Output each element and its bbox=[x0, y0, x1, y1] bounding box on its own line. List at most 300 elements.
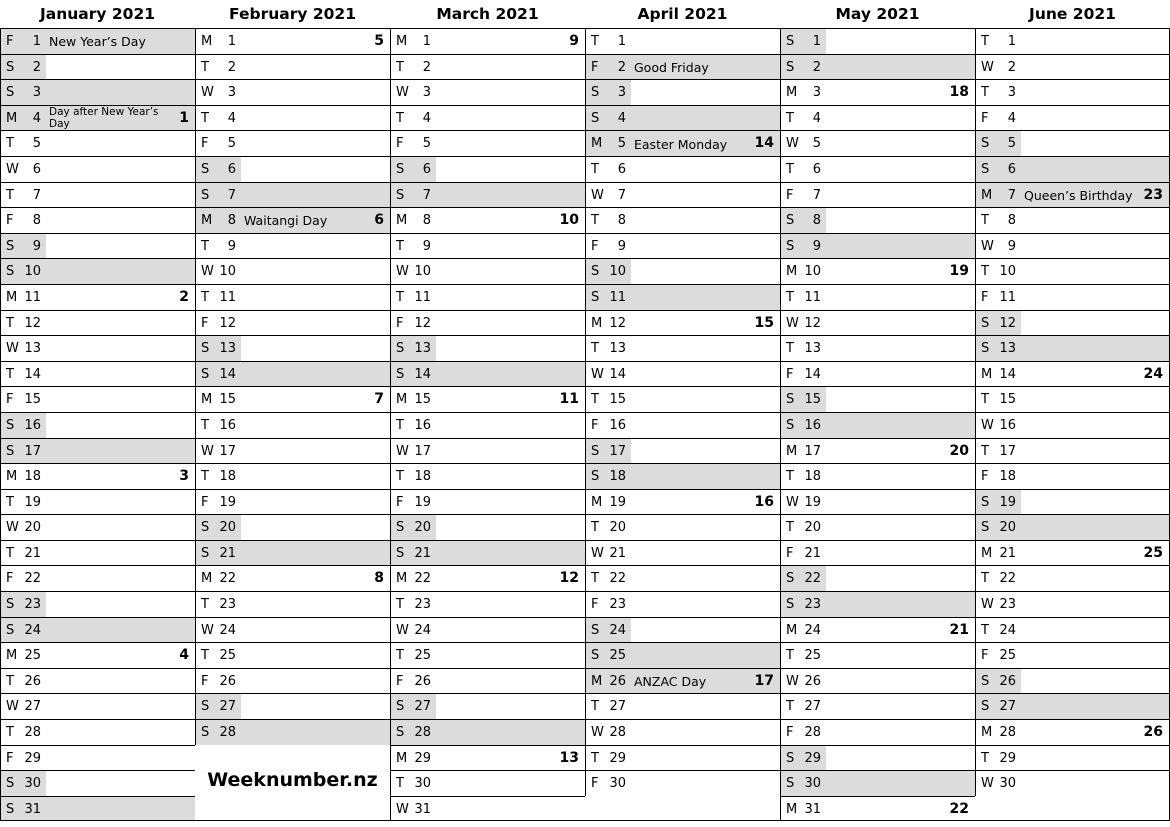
day-of-week-letter: T bbox=[396, 417, 404, 433]
day-row[interactable] bbox=[975, 79, 1170, 105]
day-row[interactable] bbox=[585, 565, 780, 591]
day-row[interactable] bbox=[0, 54, 195, 80]
day-row[interactable] bbox=[390, 54, 585, 80]
week-number: 7 bbox=[374, 391, 384, 408]
day-row[interactable] bbox=[390, 668, 585, 694]
day-of-week-letter: S bbox=[786, 597, 795, 613]
day-row[interactable] bbox=[975, 745, 1170, 771]
day-row[interactable] bbox=[0, 233, 195, 259]
day-row[interactable] bbox=[390, 79, 585, 105]
day-number: 14 bbox=[609, 366, 626, 382]
day-row[interactable] bbox=[195, 591, 390, 617]
day-row[interactable] bbox=[780, 54, 975, 80]
day-row[interactable] bbox=[0, 130, 195, 156]
day-row[interactable] bbox=[585, 642, 780, 668]
day-row[interactable] bbox=[780, 796, 975, 822]
day-row[interactable] bbox=[975, 310, 1170, 336]
week-number: 9 bbox=[569, 33, 579, 49]
day-row[interactable] bbox=[195, 540, 390, 566]
day-row[interactable] bbox=[0, 796, 195, 822]
day-row[interactable] bbox=[975, 233, 1170, 259]
day-number: 8 bbox=[1007, 213, 1016, 229]
day-row[interactable] bbox=[0, 386, 195, 412]
day-of-week-letter: S bbox=[201, 699, 210, 715]
day-number: 31 bbox=[24, 801, 41, 817]
day-row[interactable] bbox=[0, 28, 195, 54]
day-row[interactable] bbox=[585, 156, 780, 182]
day-number: 1 bbox=[812, 34, 821, 49]
day-of-week-letter: S bbox=[201, 341, 210, 357]
day-row[interactable] bbox=[975, 719, 1170, 745]
day-row[interactable] bbox=[390, 591, 585, 617]
day-of-week-letter: S bbox=[201, 545, 210, 561]
day-row[interactable] bbox=[0, 310, 195, 336]
day-row[interactable] bbox=[390, 438, 585, 464]
day-of-week-letter: T bbox=[6, 673, 14, 689]
day-row[interactable] bbox=[195, 335, 390, 361]
month-column bbox=[975, 28, 1170, 823]
day-row[interactable] bbox=[585, 540, 780, 566]
day-row[interactable] bbox=[975, 642, 1170, 668]
day-number: 6 bbox=[32, 161, 41, 177]
day-row[interactable] bbox=[0, 156, 195, 182]
day-row[interactable] bbox=[780, 284, 975, 310]
day-row[interactable] bbox=[0, 105, 195, 131]
day-row[interactable] bbox=[975, 156, 1170, 182]
day-row[interactable] bbox=[195, 489, 390, 515]
day-row[interactable] bbox=[195, 28, 390, 54]
day-row[interactable] bbox=[585, 693, 780, 719]
day-number: 1 bbox=[617, 34, 626, 49]
day-number: 21 bbox=[999, 545, 1016, 561]
day-row[interactable] bbox=[390, 796, 585, 822]
day-number: 3 bbox=[227, 85, 236, 101]
day-number: 15 bbox=[804, 392, 821, 408]
day-row[interactable] bbox=[780, 233, 975, 259]
day-row[interactable] bbox=[585, 668, 780, 694]
day-of-week-letter: T bbox=[591, 699, 599, 715]
day-number: 27 bbox=[999, 699, 1016, 715]
day-row[interactable] bbox=[0, 540, 195, 566]
day-row[interactable] bbox=[195, 438, 390, 464]
day-row[interactable] bbox=[0, 514, 195, 540]
day-row[interactable] bbox=[0, 719, 195, 745]
day-row[interactable] bbox=[390, 233, 585, 259]
day-row[interactable] bbox=[390, 28, 585, 54]
day-row[interactable] bbox=[390, 361, 585, 387]
day-of-week-letter: T bbox=[981, 213, 989, 229]
day-row[interactable] bbox=[585, 386, 780, 412]
day-of-week-letter: T bbox=[201, 597, 209, 613]
week-number: 17 bbox=[754, 672, 774, 689]
week-number: 13 bbox=[559, 749, 579, 766]
week-number: 19 bbox=[949, 263, 969, 280]
day-of-week-letter: T bbox=[396, 597, 404, 613]
day-row[interactable] bbox=[975, 335, 1170, 361]
day-row[interactable] bbox=[195, 105, 390, 131]
day-row[interactable] bbox=[0, 489, 195, 515]
day-row[interactable] bbox=[585, 617, 780, 643]
day-row[interactable] bbox=[780, 438, 975, 464]
day-row[interactable] bbox=[195, 668, 390, 694]
day-row[interactable] bbox=[390, 207, 585, 233]
month-column bbox=[195, 28, 390, 823]
day-number: 19 bbox=[219, 494, 236, 510]
week-number: 3 bbox=[179, 468, 189, 485]
day-row[interactable] bbox=[390, 156, 585, 182]
day-row[interactable] bbox=[975, 412, 1170, 438]
day-row[interactable] bbox=[780, 693, 975, 719]
day-of-week-letter: T bbox=[396, 776, 404, 792]
day-number: 17 bbox=[414, 443, 431, 459]
day-row[interactable] bbox=[585, 770, 780, 796]
day-row[interactable] bbox=[195, 207, 390, 233]
day-row[interactable] bbox=[585, 28, 780, 54]
day-number: 29 bbox=[609, 750, 626, 766]
day-of-week-letter: F bbox=[201, 136, 209, 152]
day-row[interactable] bbox=[780, 565, 975, 591]
day-of-week-letter: W bbox=[6, 520, 19, 536]
week-number: 11 bbox=[559, 391, 579, 408]
day-row[interactable] bbox=[780, 412, 975, 438]
day-row[interactable] bbox=[195, 361, 390, 387]
day-of-week-letter: M bbox=[786, 443, 798, 459]
day-row[interactable] bbox=[780, 719, 975, 745]
day-row[interactable] bbox=[585, 438, 780, 464]
day-row[interactable] bbox=[390, 284, 585, 310]
day-row[interactable] bbox=[975, 361, 1170, 387]
day-row[interactable] bbox=[195, 565, 390, 591]
day-row[interactable] bbox=[585, 258, 780, 284]
day-row[interactable] bbox=[390, 565, 585, 591]
day-row[interactable] bbox=[585, 591, 780, 617]
day-of-week-letter: S bbox=[591, 648, 600, 664]
day-row[interactable] bbox=[975, 130, 1170, 156]
day-row[interactable] bbox=[780, 28, 975, 54]
day-row[interactable] bbox=[585, 207, 780, 233]
day-row[interactable] bbox=[780, 258, 975, 284]
day-number: 23 bbox=[219, 597, 236, 613]
day-row[interactable] bbox=[195, 79, 390, 105]
day-of-week-letter: S bbox=[396, 545, 405, 561]
day-row[interactable] bbox=[975, 617, 1170, 643]
day-number: 10 bbox=[24, 264, 41, 280]
day-number: 6 bbox=[617, 161, 626, 177]
day-row[interactable] bbox=[780, 745, 975, 771]
day-number: 8 bbox=[32, 213, 41, 229]
day-of-week-letter: S bbox=[591, 110, 600, 126]
day-row[interactable] bbox=[390, 642, 585, 668]
day-number: 21 bbox=[219, 545, 236, 561]
day-row[interactable] bbox=[195, 514, 390, 540]
day-row[interactable] bbox=[390, 386, 585, 412]
day-of-week-letter: T bbox=[981, 750, 989, 766]
day-row[interactable] bbox=[585, 514, 780, 540]
day-row[interactable] bbox=[390, 770, 585, 796]
day-row[interactable] bbox=[780, 617, 975, 643]
day-row[interactable] bbox=[585, 489, 780, 515]
day-row[interactable] bbox=[195, 284, 390, 310]
day-row[interactable] bbox=[975, 463, 1170, 489]
day-row[interactable] bbox=[975, 182, 1170, 208]
day-row[interactable] bbox=[390, 182, 585, 208]
day-row[interactable] bbox=[975, 105, 1170, 131]
day-number: 25 bbox=[999, 648, 1016, 664]
day-of-week-letter: S bbox=[396, 520, 405, 536]
day-number: 23 bbox=[414, 597, 431, 613]
day-number: 13 bbox=[999, 341, 1016, 357]
day-number: 26 bbox=[609, 673, 626, 689]
day-number: 3 bbox=[617, 85, 626, 101]
day-row[interactable] bbox=[780, 105, 975, 131]
day-number: 6 bbox=[227, 161, 236, 177]
day-row[interactable] bbox=[0, 412, 195, 438]
day-row[interactable] bbox=[585, 79, 780, 105]
day-of-week-letter: W bbox=[396, 264, 409, 280]
day-row[interactable] bbox=[390, 617, 585, 643]
day-of-week-letter: M bbox=[591, 494, 603, 510]
day-row[interactable] bbox=[585, 745, 780, 771]
day-row[interactable] bbox=[390, 463, 585, 489]
week-number: 6 bbox=[374, 212, 384, 229]
day-row[interactable] bbox=[975, 207, 1170, 233]
day-number: 9 bbox=[1007, 238, 1016, 254]
day-row[interactable] bbox=[780, 130, 975, 156]
day-row[interactable] bbox=[585, 335, 780, 361]
day-of-week-letter: T bbox=[201, 59, 209, 75]
day-row[interactable] bbox=[0, 642, 195, 668]
day-of-week-letter: T bbox=[396, 238, 404, 254]
day-number: 7 bbox=[227, 187, 236, 203]
day-of-week-letter: M bbox=[6, 469, 18, 485]
week-number: 5 bbox=[374, 33, 384, 49]
day-of-week-letter: F bbox=[786, 545, 794, 561]
month-title: January 2021 bbox=[39, 5, 156, 23]
day-row[interactable] bbox=[390, 258, 585, 284]
day-of-week-letter: M bbox=[981, 366, 993, 382]
day-row[interactable] bbox=[585, 719, 780, 745]
day-of-week-letter: M bbox=[981, 545, 993, 561]
day-of-week-letter: S bbox=[201, 366, 210, 382]
day-row[interactable] bbox=[780, 514, 975, 540]
day-row[interactable] bbox=[0, 335, 195, 361]
day-number: 5 bbox=[422, 136, 431, 152]
day-row[interactable] bbox=[0, 182, 195, 208]
day-row[interactable] bbox=[195, 693, 390, 719]
day-row[interactable] bbox=[975, 591, 1170, 617]
day-number: 18 bbox=[219, 469, 236, 485]
day-of-week-letter: S bbox=[786, 571, 795, 587]
day-number: 2 bbox=[422, 59, 431, 75]
day-row[interactable] bbox=[780, 642, 975, 668]
day-row[interactable] bbox=[195, 233, 390, 259]
day-row[interactable] bbox=[975, 668, 1170, 694]
day-row[interactable] bbox=[975, 565, 1170, 591]
day-row[interactable] bbox=[390, 130, 585, 156]
day-row[interactable] bbox=[0, 361, 195, 387]
month-title: June 2021 bbox=[1029, 5, 1116, 23]
day-number: 13 bbox=[609, 341, 626, 357]
day-row[interactable] bbox=[0, 668, 195, 694]
day-of-week-letter: S bbox=[6, 417, 15, 433]
day-number: 3 bbox=[422, 85, 431, 101]
day-of-week-letter: F bbox=[591, 776, 599, 792]
day-row[interactable] bbox=[195, 156, 390, 182]
day-row[interactable] bbox=[0, 770, 195, 796]
day-number: 6 bbox=[812, 161, 821, 177]
day-row[interactable] bbox=[390, 514, 585, 540]
week-number: 2 bbox=[179, 288, 189, 305]
day-row[interactable] bbox=[975, 489, 1170, 515]
day-of-week-letter: S bbox=[6, 801, 15, 817]
day-row[interactable] bbox=[390, 489, 585, 515]
holiday-label: Waitangi Day bbox=[244, 213, 328, 229]
day-number: 16 bbox=[609, 417, 626, 433]
day-row[interactable] bbox=[585, 182, 780, 208]
day-row[interactable] bbox=[0, 284, 195, 310]
day-row[interactable] bbox=[780, 540, 975, 566]
day-row[interactable] bbox=[195, 719, 390, 745]
day-row[interactable] bbox=[780, 156, 975, 182]
holiday-label: Good Friday bbox=[634, 59, 709, 75]
day-row[interactable] bbox=[0, 207, 195, 233]
day-of-week-letter: F bbox=[981, 648, 989, 664]
day-row[interactable] bbox=[780, 335, 975, 361]
day-number: 29 bbox=[24, 750, 41, 766]
day-number: 14 bbox=[804, 366, 821, 382]
day-row[interactable] bbox=[585, 130, 780, 156]
day-number: 27 bbox=[219, 699, 236, 715]
day-row[interactable] bbox=[0, 79, 195, 105]
day-row[interactable] bbox=[585, 105, 780, 131]
day-of-week-letter: F bbox=[396, 136, 404, 152]
day-of-week-letter: S bbox=[981, 315, 990, 331]
day-of-week-letter: T bbox=[786, 341, 794, 357]
day-row[interactable] bbox=[390, 310, 585, 336]
day-of-week-letter: S bbox=[591, 289, 600, 305]
day-row[interactable] bbox=[195, 130, 390, 156]
day-number: 31 bbox=[804, 801, 821, 817]
day-number: 20 bbox=[24, 520, 41, 536]
day-row[interactable] bbox=[0, 438, 195, 464]
day-row[interactable] bbox=[585, 412, 780, 438]
week-number: 23 bbox=[1143, 186, 1163, 203]
day-row[interactable] bbox=[780, 361, 975, 387]
day-row[interactable] bbox=[390, 540, 585, 566]
day-number: 24 bbox=[804, 622, 821, 638]
day-row-empty bbox=[195, 745, 390, 771]
day-row[interactable] bbox=[780, 79, 975, 105]
week-number: 8 bbox=[374, 570, 384, 587]
day-row[interactable] bbox=[975, 284, 1170, 310]
day-of-week-letter: T bbox=[396, 289, 404, 305]
day-of-week-letter: T bbox=[201, 289, 209, 305]
day-row[interactable] bbox=[390, 745, 585, 771]
day-of-week-letter: S bbox=[396, 699, 405, 715]
day-row[interactable] bbox=[975, 438, 1170, 464]
day-number: 2 bbox=[1007, 59, 1016, 75]
day-row[interactable] bbox=[780, 310, 975, 336]
day-row[interactable] bbox=[585, 233, 780, 259]
day-row[interactable] bbox=[780, 386, 975, 412]
day-of-week-letter: M bbox=[396, 392, 408, 408]
day-of-week-letter: T bbox=[6, 366, 14, 382]
day-row[interactable] bbox=[585, 54, 780, 80]
day-row[interactable] bbox=[0, 258, 195, 284]
day-row[interactable] bbox=[780, 668, 975, 694]
day-row[interactable] bbox=[195, 617, 390, 643]
day-row[interactable] bbox=[780, 770, 975, 796]
day-row[interactable] bbox=[195, 412, 390, 438]
day-row[interactable] bbox=[195, 182, 390, 208]
day-row[interactable] bbox=[780, 489, 975, 515]
day-row[interactable] bbox=[975, 770, 1170, 796]
day-of-week-letter: M bbox=[396, 213, 408, 229]
day-row[interactable] bbox=[975, 514, 1170, 540]
day-row[interactable] bbox=[0, 463, 195, 489]
day-of-week-letter: S bbox=[201, 161, 210, 177]
day-row[interactable] bbox=[390, 412, 585, 438]
day-number: 4 bbox=[422, 110, 431, 126]
day-row[interactable] bbox=[0, 565, 195, 591]
day-row[interactable] bbox=[975, 693, 1170, 719]
day-row[interactable] bbox=[195, 463, 390, 489]
day-of-week-letter: T bbox=[786, 289, 794, 305]
day-row[interactable] bbox=[195, 258, 390, 284]
day-row[interactable] bbox=[975, 258, 1170, 284]
day-row[interactable] bbox=[585, 284, 780, 310]
day-row[interactable] bbox=[975, 28, 1170, 54]
day-of-week-letter: S bbox=[786, 213, 795, 229]
day-row[interactable] bbox=[195, 642, 390, 668]
week-number: 10 bbox=[559, 212, 579, 229]
day-row[interactable] bbox=[975, 54, 1170, 80]
day-row[interactable] bbox=[585, 310, 780, 336]
day-number: 2 bbox=[227, 59, 236, 75]
day-row[interactable] bbox=[585, 463, 780, 489]
day-row[interactable] bbox=[975, 386, 1170, 412]
day-row[interactable] bbox=[0, 693, 195, 719]
day-row[interactable] bbox=[195, 386, 390, 412]
day-row[interactable] bbox=[390, 335, 585, 361]
day-number: 12 bbox=[24, 315, 41, 331]
day-number: 5 bbox=[617, 136, 626, 152]
day-row[interactable] bbox=[0, 617, 195, 643]
day-row[interactable] bbox=[975, 540, 1170, 566]
day-number: 25 bbox=[24, 648, 41, 664]
day-row[interactable] bbox=[195, 54, 390, 80]
day-row[interactable] bbox=[0, 745, 195, 771]
day-number: 28 bbox=[24, 725, 41, 741]
day-row[interactable] bbox=[585, 361, 780, 387]
day-of-week-letter: T bbox=[591, 520, 599, 536]
day-number: 12 bbox=[999, 315, 1016, 331]
day-row[interactable] bbox=[0, 591, 195, 617]
day-of-week-letter: W bbox=[591, 725, 604, 741]
day-row[interactable] bbox=[780, 591, 975, 617]
day-number: 27 bbox=[414, 699, 431, 715]
day-row[interactable] bbox=[195, 310, 390, 336]
day-row[interactable] bbox=[780, 207, 975, 233]
day-of-week-letter: T bbox=[201, 110, 209, 126]
day-row[interactable] bbox=[780, 463, 975, 489]
day-row[interactable] bbox=[390, 693, 585, 719]
day-row[interactable] bbox=[390, 719, 585, 745]
day-row[interactable] bbox=[390, 105, 585, 131]
day-of-week-letter: T bbox=[786, 110, 794, 126]
day-row[interactable] bbox=[780, 182, 975, 208]
day-number: 5 bbox=[32, 136, 41, 152]
